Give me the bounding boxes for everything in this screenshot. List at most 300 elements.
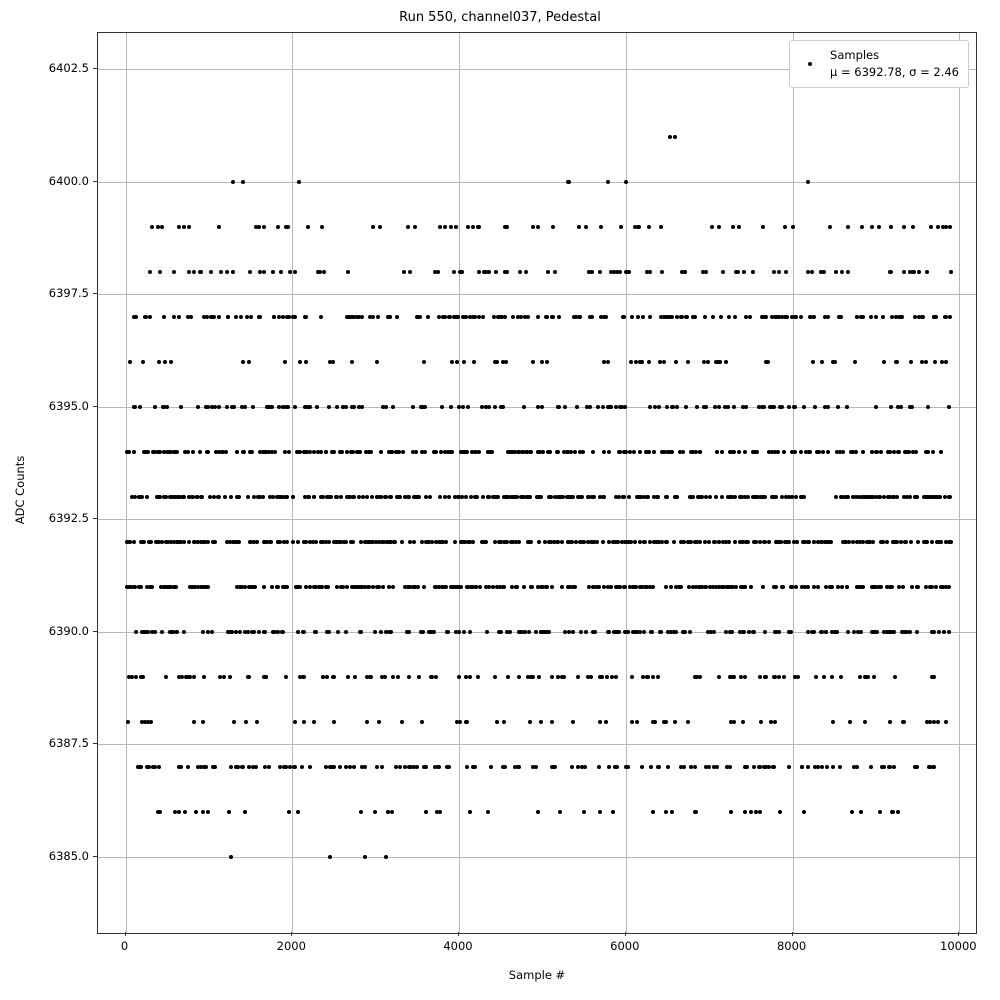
- data-point: [684, 405, 688, 409]
- data-point: [464, 495, 468, 499]
- data-point: [257, 630, 261, 634]
- data-point: [158, 810, 162, 814]
- data-point: [736, 270, 740, 274]
- data-point: [389, 495, 393, 499]
- data-point: [902, 720, 906, 724]
- data-point: [659, 225, 663, 229]
- data-point: [732, 405, 736, 409]
- data-point: [344, 765, 348, 769]
- data-point: [273, 450, 277, 454]
- data-point: [866, 675, 870, 679]
- data-point: [189, 315, 193, 319]
- x-tick-label: 8000: [776, 939, 807, 953]
- data-point: [490, 450, 494, 454]
- data-point: [327, 630, 331, 634]
- data-point: [681, 450, 685, 454]
- data-point: [132, 540, 136, 544]
- data-point: [339, 495, 343, 499]
- data-point: [417, 495, 421, 499]
- data-point: [633, 540, 637, 544]
- legend-marker-icon: [808, 62, 812, 66]
- data-point: [440, 405, 444, 409]
- data-point: [548, 450, 552, 454]
- data-point: [774, 495, 778, 499]
- data-point: [854, 450, 858, 454]
- data-point: [571, 495, 575, 499]
- data-point: [845, 585, 849, 589]
- data-point: [465, 720, 469, 724]
- data-point: [157, 360, 161, 364]
- data-point: [791, 225, 795, 229]
- data-point: [825, 765, 829, 769]
- data-point: [350, 360, 354, 364]
- data-point: [860, 225, 864, 229]
- data-point: [139, 585, 143, 589]
- data-point: [635, 720, 639, 724]
- data-point: [478, 585, 482, 589]
- data-point: [228, 675, 232, 679]
- y-tick-mark: [93, 406, 97, 407]
- data-point: [312, 720, 316, 724]
- data-point: [743, 810, 747, 814]
- data-point: [925, 270, 929, 274]
- data-point: [248, 270, 252, 274]
- data-point: [789, 630, 793, 634]
- gridline-vertical: [126, 33, 127, 933]
- data-point: [306, 225, 310, 229]
- data-point: [424, 810, 428, 814]
- data-point: [473, 315, 477, 319]
- data-point: [732, 675, 736, 679]
- data-point: [636, 315, 640, 319]
- data-point: [417, 675, 421, 679]
- data-point: [308, 765, 312, 769]
- data-point: [438, 810, 442, 814]
- data-point: [712, 630, 716, 634]
- data-point: [235, 450, 239, 454]
- data-point: [165, 405, 169, 409]
- data-point: [262, 225, 266, 229]
- data-point: [302, 630, 306, 634]
- data-point: [737, 450, 741, 454]
- data-point: [934, 315, 938, 319]
- data-point: [679, 585, 683, 589]
- data-point: [673, 720, 677, 724]
- data-point: [720, 450, 724, 454]
- data-point: [133, 405, 137, 409]
- data-point: [452, 270, 456, 274]
- data-point: [357, 495, 361, 499]
- data-point: [718, 360, 722, 364]
- data-point: [365, 495, 369, 499]
- data-point: [597, 585, 601, 589]
- data-point: [344, 630, 348, 634]
- data-point: [668, 135, 672, 139]
- data-point: [231, 270, 235, 274]
- data-point: [947, 630, 951, 634]
- data-point: [575, 405, 579, 409]
- data-point: [743, 675, 747, 679]
- data-point: [670, 315, 674, 319]
- data-point: [428, 495, 432, 499]
- data-point: [826, 405, 830, 409]
- data-point: [708, 495, 712, 499]
- data-point: [806, 585, 810, 589]
- data-point: [717, 405, 721, 409]
- data-point: [201, 810, 205, 814]
- data-point: [133, 585, 137, 589]
- data-point: [777, 270, 781, 274]
- data-point: [421, 630, 425, 634]
- data-point: [932, 765, 936, 769]
- data-point: [360, 405, 364, 409]
- data-point: [251, 405, 255, 409]
- data-point: [172, 315, 176, 319]
- data-point: [340, 450, 344, 454]
- x-tick-mark: [125, 932, 126, 936]
- data-point: [799, 315, 803, 319]
- y-tick-label: 6400.0: [48, 173, 89, 188]
- data-point: [304, 540, 308, 544]
- data-point: [395, 315, 399, 319]
- data-point: [784, 270, 788, 274]
- data-point: [286, 225, 290, 229]
- legend-title: Samples: [830, 48, 880, 62]
- data-point: [418, 315, 422, 319]
- data-point: [840, 585, 844, 589]
- data-point: [549, 495, 553, 499]
- data-point: [915, 630, 919, 634]
- data-point: [707, 540, 711, 544]
- data-point: [328, 855, 332, 859]
- data-point: [889, 270, 893, 274]
- data-point: [314, 540, 318, 544]
- data-point: [531, 225, 535, 229]
- gridline-horizontal: [98, 744, 976, 745]
- data-point: [449, 405, 453, 409]
- data-point: [270, 405, 274, 409]
- data-point: [657, 405, 661, 409]
- data-point: [590, 270, 594, 274]
- data-point: [381, 585, 385, 589]
- data-point: [787, 765, 791, 769]
- data-point: [231, 180, 235, 184]
- data-point: [346, 270, 350, 274]
- data-point: [703, 315, 707, 319]
- data-point: [232, 405, 236, 409]
- data-point: [192, 675, 196, 679]
- data-point: [528, 720, 532, 724]
- data-point: [737, 225, 741, 229]
- data-point: [630, 675, 634, 679]
- data-point: [648, 405, 652, 409]
- data-point: [127, 450, 131, 454]
- data-point: [148, 270, 152, 274]
- data-point: [624, 180, 628, 184]
- data-point: [743, 585, 747, 589]
- data-point: [682, 765, 686, 769]
- data-point: [734, 585, 738, 589]
- data-point: [859, 630, 863, 634]
- data-point: [179, 765, 183, 769]
- data-point: [465, 450, 469, 454]
- data-point: [838, 765, 842, 769]
- data-point: [522, 585, 526, 589]
- data-point: [141, 360, 145, 364]
- data-point: [790, 585, 794, 589]
- data-point: [653, 720, 657, 724]
- data-point: [293, 315, 297, 319]
- data-point: [383, 675, 387, 679]
- data-point: [861, 450, 865, 454]
- data-point: [890, 585, 894, 589]
- data-point: [583, 765, 587, 769]
- data-point: [319, 315, 323, 319]
- data-point: [936, 720, 940, 724]
- data-point: [727, 540, 731, 544]
- data-point: [128, 360, 132, 364]
- data-point: [540, 360, 544, 364]
- data-point: [242, 450, 246, 454]
- data-point: [351, 540, 355, 544]
- data-point: [665, 405, 669, 409]
- data-point: [531, 675, 535, 679]
- data-point: [706, 360, 710, 364]
- data-point: [499, 630, 503, 634]
- data-point: [487, 405, 491, 409]
- data-point: [434, 675, 438, 679]
- data-point: [206, 540, 210, 544]
- data-point: [183, 810, 187, 814]
- data-point: [523, 630, 527, 634]
- data-point: [194, 810, 198, 814]
- data-point: [400, 720, 404, 724]
- data-point: [267, 765, 271, 769]
- data-point: [415, 765, 419, 769]
- data-point: [879, 585, 883, 589]
- data-point: [795, 540, 799, 544]
- data-point: [438, 225, 442, 229]
- data-point: [177, 315, 181, 319]
- data-point: [327, 540, 331, 544]
- data-point: [623, 585, 627, 589]
- data-point: [281, 630, 285, 634]
- data-point: [715, 765, 719, 769]
- data-point: [729, 810, 733, 814]
- data-point: [772, 405, 776, 409]
- data-point: [870, 225, 874, 229]
- data-point: [493, 405, 497, 409]
- data-point: [604, 720, 608, 724]
- data-point: [949, 270, 953, 274]
- data-point: [675, 405, 679, 409]
- data-point: [573, 585, 577, 589]
- data-point: [485, 630, 489, 634]
- data-point: [772, 765, 776, 769]
- data-point: [302, 675, 306, 679]
- data-point: [325, 675, 329, 679]
- data-point: [332, 765, 336, 769]
- data-point: [257, 225, 261, 229]
- data-point: [359, 810, 363, 814]
- data-point: [503, 765, 507, 769]
- data-point: [622, 495, 626, 499]
- data-point: [134, 675, 138, 679]
- data-point: [609, 585, 613, 589]
- data-point: [384, 405, 388, 409]
- data-point: [287, 810, 291, 814]
- data-point: [660, 270, 664, 274]
- data-point: [943, 495, 947, 499]
- data-point: [646, 495, 650, 499]
- data-point: [759, 720, 763, 724]
- data-point: [146, 450, 150, 454]
- data-point: [307, 495, 311, 499]
- data-point: [733, 495, 737, 499]
- data-point: [794, 585, 798, 589]
- data-point: [948, 315, 952, 319]
- data-point: [153, 405, 157, 409]
- data-point: [142, 540, 146, 544]
- data-point: [659, 630, 663, 634]
- data-point: [461, 405, 465, 409]
- data-point: [656, 675, 660, 679]
- data-point: [133, 495, 137, 499]
- data-point: [302, 720, 306, 724]
- data-point: [187, 225, 191, 229]
- data-point: [812, 315, 816, 319]
- data-point: [915, 495, 919, 499]
- data-point: [921, 315, 925, 319]
- data-point: [182, 540, 186, 544]
- data-point: [828, 225, 832, 229]
- data-point: [670, 810, 674, 814]
- data-point: [545, 585, 549, 589]
- data-point: [813, 405, 817, 409]
- data-point: [794, 315, 798, 319]
- data-point: [614, 675, 618, 679]
- data-point: [298, 585, 302, 589]
- data-point: [929, 225, 933, 229]
- data-point: [810, 270, 814, 274]
- data-point: [150, 225, 154, 229]
- data-point: [780, 405, 784, 409]
- data-point: [938, 495, 942, 499]
- data-point: [732, 450, 736, 454]
- data-point: [814, 675, 818, 679]
- x-tick-mark: [291, 932, 292, 936]
- gridline-vertical: [459, 33, 460, 933]
- data-point: [326, 585, 330, 589]
- data-point: [904, 540, 908, 544]
- y-tick-label: 6385.0: [48, 848, 89, 863]
- data-point: [806, 765, 810, 769]
- data-point: [912, 270, 916, 274]
- data-point: [375, 360, 379, 364]
- data-point: [476, 675, 480, 679]
- data-point: [424, 765, 428, 769]
- data-point: [808, 450, 812, 454]
- data-point: [208, 495, 212, 499]
- data-point: [793, 450, 797, 454]
- data-point: [664, 720, 668, 724]
- data-point: [901, 585, 905, 589]
- data-point: [596, 405, 600, 409]
- data-point: [163, 360, 167, 364]
- data-point: [799, 450, 803, 454]
- data-point: [449, 225, 453, 229]
- data-point: [517, 765, 521, 769]
- data-point: [861, 315, 865, 319]
- data-point: [239, 315, 243, 319]
- legend-texts: [830, 47, 959, 80]
- data-point: [505, 225, 509, 229]
- data-point: [258, 315, 262, 319]
- data-point: [557, 405, 561, 409]
- data-point: [486, 810, 490, 814]
- data-point: [811, 360, 815, 364]
- data-point: [881, 315, 885, 319]
- data-point: [874, 405, 878, 409]
- data-point: [853, 360, 857, 364]
- data-point: [237, 495, 241, 499]
- data-point: [571, 630, 575, 634]
- gridline-horizontal: [98, 182, 976, 183]
- data-point: [909, 360, 913, 364]
- data-point: [948, 495, 952, 499]
- data-point: [589, 675, 593, 679]
- data-point: [434, 450, 438, 454]
- data-point: [277, 315, 281, 319]
- data-point: [869, 765, 873, 769]
- data-point: [477, 450, 481, 454]
- data-point: [237, 540, 241, 544]
- data-point: [908, 630, 912, 634]
- data-point: [198, 450, 202, 454]
- data-point: [578, 315, 582, 319]
- data-point: [243, 405, 247, 409]
- data-point: [606, 360, 610, 364]
- data-point: [468, 675, 472, 679]
- data-point: [377, 720, 381, 724]
- gridline-vertical: [292, 33, 293, 933]
- data-point: [332, 720, 336, 724]
- data-point: [686, 720, 690, 724]
- data-point: [698, 450, 702, 454]
- data-point: [871, 540, 875, 544]
- data-point: [553, 765, 557, 769]
- data-point: [720, 495, 724, 499]
- data-point: [422, 585, 426, 589]
- data-point: [834, 495, 838, 499]
- data-point: [200, 495, 204, 499]
- data-point: [529, 540, 533, 544]
- data-point: [373, 810, 377, 814]
- data-point: [619, 225, 623, 229]
- data-point: [247, 360, 251, 364]
- data-point: [774, 585, 778, 589]
- data-point: [726, 405, 730, 409]
- data-point: [455, 360, 459, 364]
- data-point: [388, 315, 392, 319]
- data-point: [505, 270, 509, 274]
- data-point: [627, 270, 631, 274]
- data-point: [882, 360, 886, 364]
- data-point: [285, 540, 289, 544]
- data-point: [733, 315, 737, 319]
- data-point: [845, 405, 849, 409]
- data-point: [932, 630, 936, 634]
